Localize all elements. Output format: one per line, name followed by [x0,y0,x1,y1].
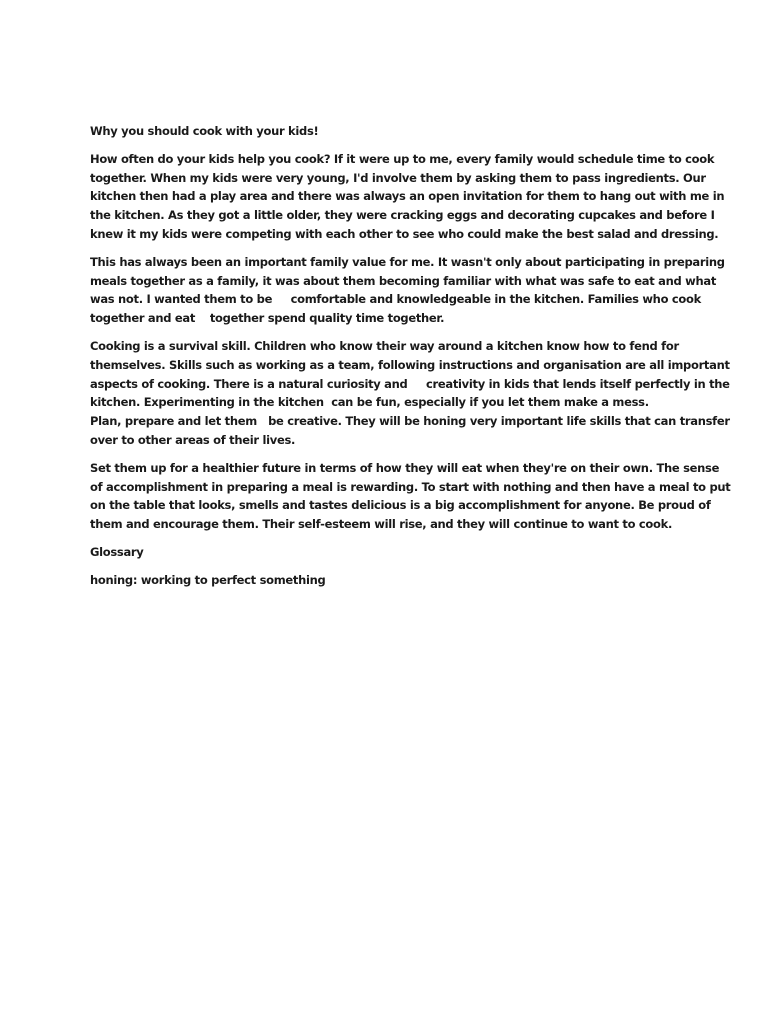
text-line: the kitchen. As they got a little older, they were cracking eggs and decorating cupcakes and before I [90,208,715,223]
text-line: on the table that looks, smells and tastes delicious is a big accomplishment for anyone. Be proud of [90,498,711,513]
glossary-heading: Glossary [90,544,144,559]
text-line: over to other areas of their lives. [90,432,296,447]
text-line: kitchen then had a play area and there was always an open invitation for them to hang out with me in [90,189,725,204]
text-line: Plan, prepare and let them be creative. They will be honing very important life skills that can transfer [90,414,730,429]
paragraph-4 [90,459,731,534]
text-line: of accomplishment in preparing a meal is rewarding. To start with nothing and then have a meal to put [90,479,731,494]
text-line: This has always been an important family value for me. It wasn't only about participating in preparing [90,254,725,269]
paragraph-2 [90,253,725,328]
text-line: How often do your kids help you cook? If it were up to me, every family would schedule time to cook [90,151,715,166]
text-line: themselves. Skills such as working as a team, following instructions and organisation are all important [90,357,730,372]
text-line: knew it my kids were competing with each other to see who could make the best salad and dressing. [90,226,719,241]
text-line: meals together as a family, it was about them becoming familiar with what was safe to eat and what [90,273,717,288]
text-line: together and eat together spend quality time together. [90,311,445,326]
paragraph-1 [90,150,725,244]
text-line: them and encourage them. Their self-esteem will rise, and they will continue to want to cook. [90,517,673,532]
text-line: Set them up for a healthier future in terms of how they will eat when they're on their own. The sense [90,460,720,475]
glossary-entry: honing: working to perfect something [90,572,326,587]
text-line: together. When my kids were very young, I'd involve them by asking them to pass ingredients. Our [90,170,706,185]
text-line: Cooking is a survival skill. Children who know their way around a kitchen know how to fend for [90,338,679,353]
paragraph-3 [90,337,730,450]
document-page [90,122,731,590]
text-line: was not. I wanted them to be comfortable and knowledgeable in the kitchen. Families who cook [90,292,701,307]
text-line: kitchen. Experimenting in the kitchen can be fun, especially if you let them make a mess. [90,395,649,410]
document-title: Why you should cook with your kids! [90,124,319,138]
text-line: aspects of cooking. There is a natural curiosity and creativity in kids that lends itself perfectly in the [90,376,730,391]
